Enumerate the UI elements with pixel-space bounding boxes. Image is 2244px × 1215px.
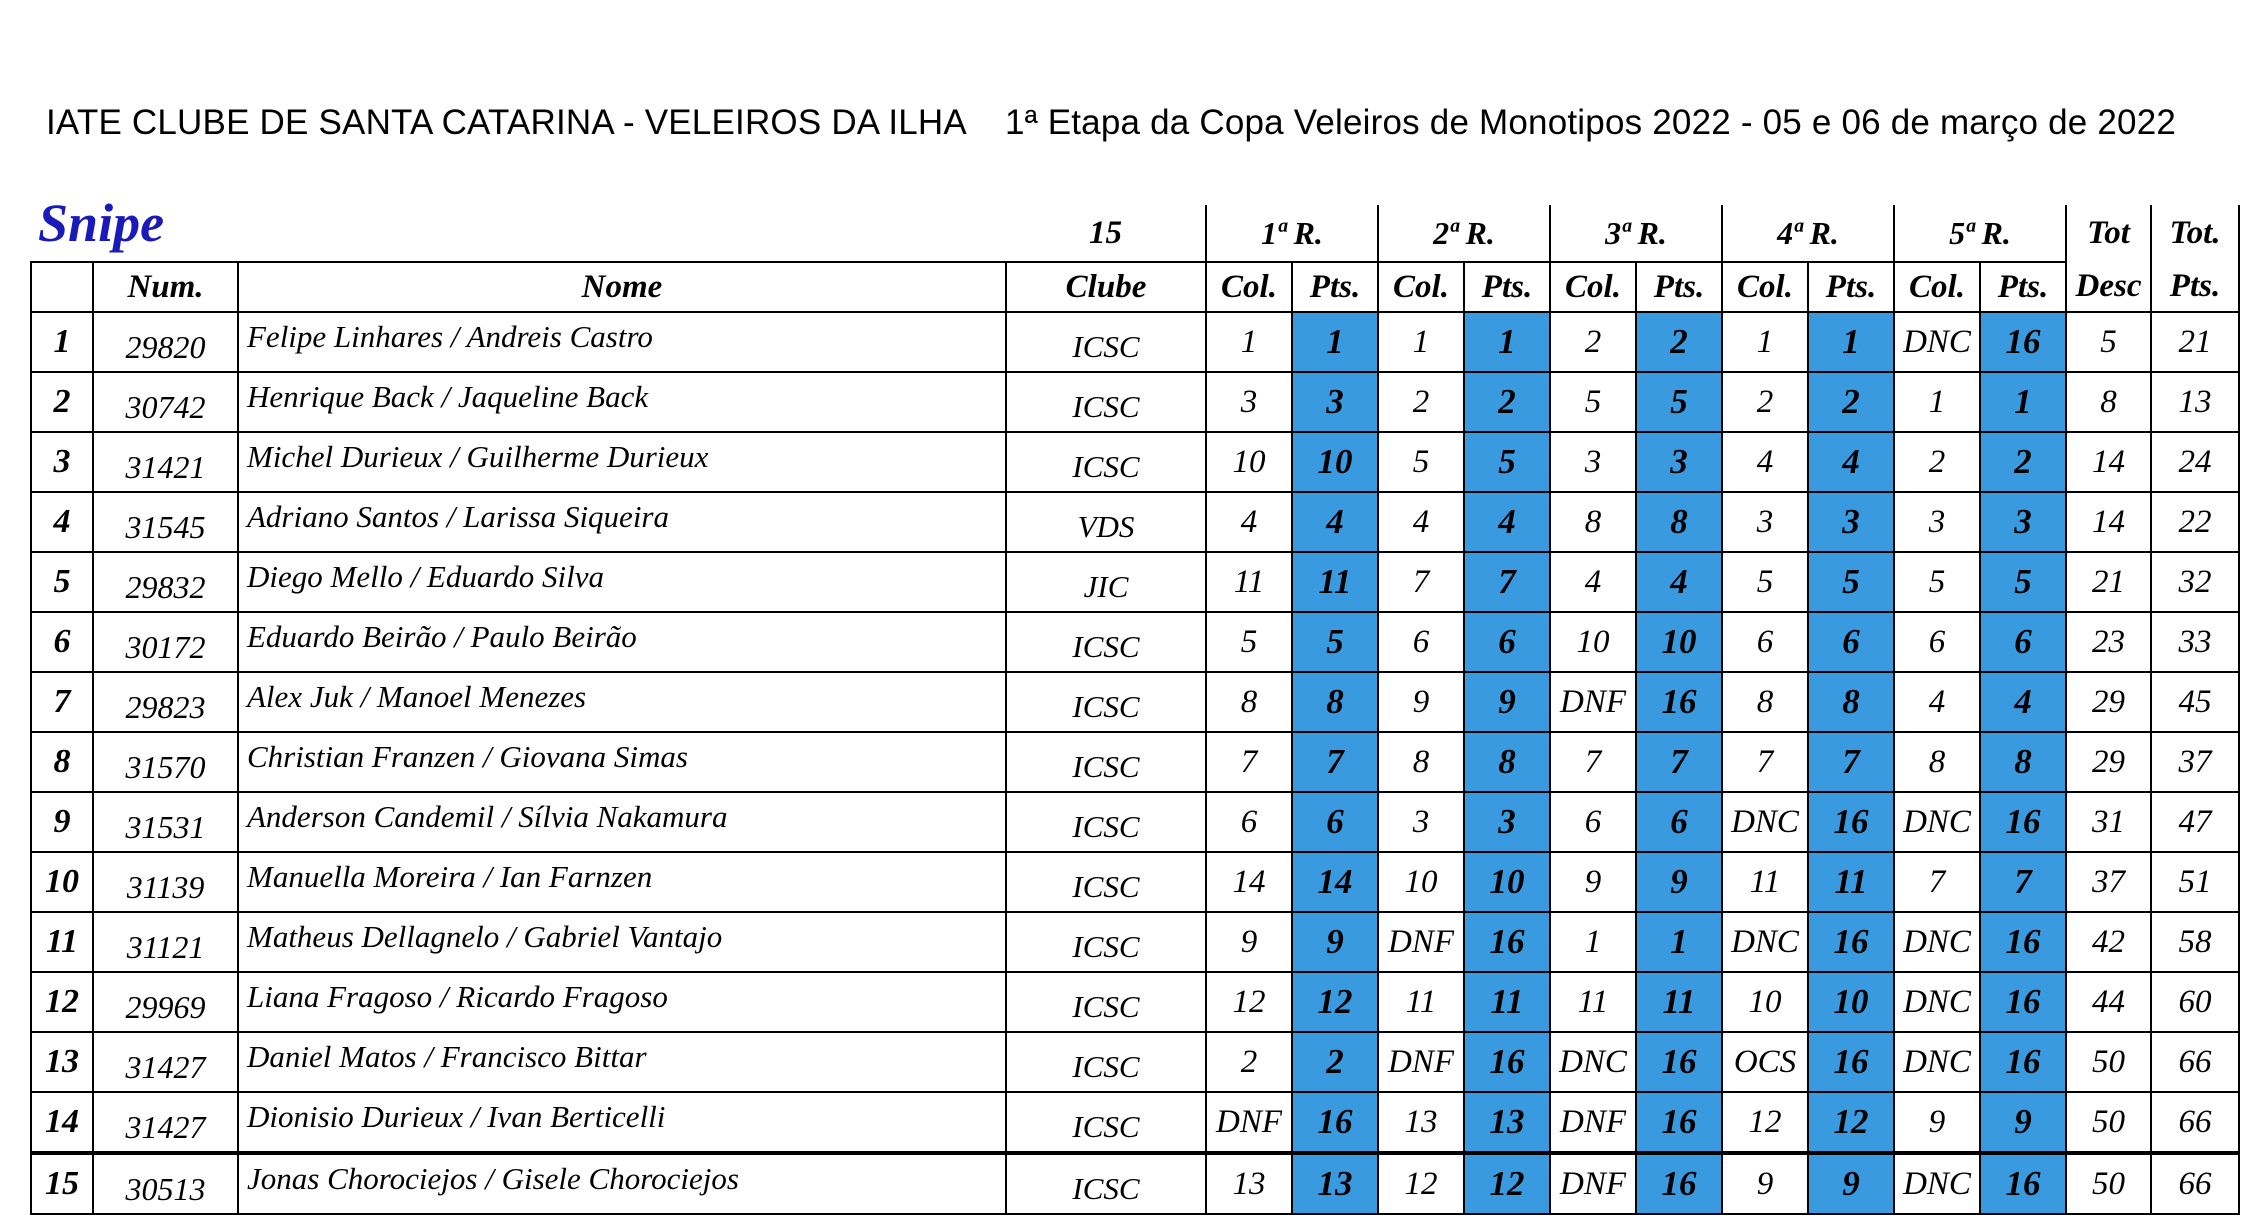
race-placement-cell: DNF	[1550, 1092, 1636, 1153]
club-cell: ICSC	[1006, 1092, 1206, 1153]
points-total-cell: 32	[2151, 552, 2239, 612]
race-placement-cell: 2	[1550, 312, 1636, 372]
race-placement-cell: 10	[1722, 972, 1808, 1032]
race-placement-cell: DNC	[1894, 792, 1980, 852]
race-points-cell: 6	[1464, 612, 1550, 672]
sail-number-cell: 29832	[93, 552, 238, 612]
race-points-cell: 16	[1464, 1032, 1550, 1092]
table-row	[31, 1153, 2239, 1214]
race-points-cell: 16	[1980, 312, 2066, 372]
race-points-cell: 4	[1980, 672, 2066, 732]
race-placement-cell: 5	[1206, 612, 1292, 672]
sail-number-cell: 29969	[93, 972, 238, 1032]
race-points-cell: 6	[1636, 792, 1722, 852]
points-total-cell: 22	[2151, 492, 2239, 552]
race-placement-cell: 9	[1206, 912, 1292, 972]
discard-total-cell: 37	[2066, 852, 2151, 912]
race-points-cell: 12	[1292, 972, 1378, 1032]
race-points-cell: 3	[1636, 432, 1722, 492]
club-cell: ICSC	[1006, 672, 1206, 732]
sail-number-cell: 31427	[93, 1092, 238, 1153]
race-points-cell: 11	[1808, 852, 1894, 912]
race-placement-cell: 11	[1550, 972, 1636, 1032]
race-points-cell: 5	[1636, 372, 1722, 432]
race-placement-cell: 8	[1722, 672, 1808, 732]
race-points-cell: 1	[1292, 312, 1378, 372]
club-cell: ICSC	[1006, 432, 1206, 492]
discard-total-cell: 8	[2066, 372, 2151, 432]
race-placement-cell: DNC	[1550, 1032, 1636, 1092]
race-placement-cell: DNC	[1894, 312, 1980, 372]
race-points-cell: 6	[1292, 792, 1378, 852]
table-row	[31, 492, 2239, 552]
position-cell: 9	[31, 792, 93, 852]
points-total-cell: 66	[2151, 1032, 2239, 1092]
race-placement-cell: DNC	[1894, 1032, 1980, 1092]
race-points-cell: 16	[1464, 912, 1550, 972]
race-placement-cell: DNF	[1550, 672, 1636, 732]
class-title: Snipe	[38, 193, 165, 253]
race-points-cell: 5	[1980, 552, 2066, 612]
table-row	[31, 852, 2239, 912]
position-cell: 4	[31, 492, 93, 552]
discard-total-cell: 44	[2066, 972, 2151, 1032]
club-cell: ICSC	[1006, 852, 1206, 912]
crew-name-cell: Liana Fragoso / Ricardo Fragoso	[238, 972, 1006, 1032]
race-points-cell: 16	[1980, 912, 2066, 972]
discard-total-cell: 23	[2066, 612, 2151, 672]
sail-number-cell: 30742	[93, 372, 238, 432]
table-row	[31, 372, 2239, 432]
race-placement-cell: 5	[1378, 432, 1464, 492]
total-header: Pts.	[2151, 262, 2239, 312]
pts-header: Pts.	[1636, 262, 1722, 312]
race-points-cell: 13	[1464, 1092, 1550, 1153]
crew-name-cell: Daniel Matos / Francisco Bittar	[238, 1032, 1006, 1092]
race-points-cell: 6	[1808, 612, 1894, 672]
points-total-cell: 66	[2151, 1092, 2239, 1153]
sail-number-cell: 30172	[93, 612, 238, 672]
club-cell: ICSC	[1006, 732, 1206, 792]
race-points-cell: 16	[1808, 792, 1894, 852]
club-cell: VDS	[1006, 492, 1206, 552]
race-points-cell: 11	[1636, 972, 1722, 1032]
race-points-cell: 3	[1292, 372, 1378, 432]
race-placement-cell: 4	[1722, 432, 1808, 492]
race-placement-cell: 10	[1206, 432, 1292, 492]
race-points-cell: 5	[1808, 552, 1894, 612]
results-table	[30, 205, 2240, 1215]
crew-name-cell: Michel Durieux / Guilherme Durieux	[238, 432, 1006, 492]
race-points-cell: 3	[1980, 492, 2066, 552]
pts-header: Pts.	[1464, 262, 1550, 312]
race-placement-cell: DNC	[1894, 1153, 1980, 1214]
race-placement-cell: 3	[1378, 792, 1464, 852]
position-cell: 7	[31, 672, 93, 732]
race-placement-cell: 4	[1378, 492, 1464, 552]
race-placement-cell: 11	[1722, 852, 1808, 912]
event-title: 1ª Etapa da Copa Veleiros de Monotipos 2022 - 05 e 06 de março de 2022	[1004, 103, 2177, 142]
race-points-cell: 9	[1292, 912, 1378, 972]
race-placement-cell: 14	[1206, 852, 1292, 912]
club-cell: ICSC	[1006, 312, 1206, 372]
points-total-cell: 60	[2151, 972, 2239, 1032]
discard-total-cell: 50	[2066, 1153, 2151, 1214]
position-cell: 10	[31, 852, 93, 912]
pts-header: Pts.	[1808, 262, 1894, 312]
race-placement-cell: OCS	[1722, 1032, 1808, 1092]
race-points-cell: 9	[1980, 1092, 2066, 1153]
race-placement-cell: 6	[1722, 612, 1808, 672]
crew-name-cell: Felipe Linhares / Andreis Castro	[238, 312, 1006, 372]
round-3-header: 3ª R.	[1550, 205, 1722, 262]
race-placement-cell: 6	[1550, 792, 1636, 852]
race-placement-cell: 1	[1722, 312, 1808, 372]
round-2-header: 2ª R.	[1378, 205, 1550, 262]
race-points-cell: 4	[1464, 492, 1550, 552]
race-placement-cell: 11	[1378, 972, 1464, 1032]
table-row	[31, 1092, 2239, 1153]
position-cell: 1	[31, 312, 93, 372]
race-placement-cell: 1	[1206, 312, 1292, 372]
race-placement-cell: 3	[1550, 432, 1636, 492]
race-points-cell: 16	[1636, 1092, 1722, 1153]
sail-number-cell: 31545	[93, 492, 238, 552]
race-points-cell: 4	[1808, 432, 1894, 492]
points-total-cell: 51	[2151, 852, 2239, 912]
race-points-cell: 1	[1464, 312, 1550, 372]
sail-number-cell: 31139	[93, 852, 238, 912]
table-row	[31, 912, 2239, 972]
num-header: Num.	[93, 262, 238, 312]
points-total-cell: 66	[2151, 1153, 2239, 1214]
race-placement-cell: DNF	[1550, 1153, 1636, 1214]
position-cell: 13	[31, 1032, 93, 1092]
desc-header: Desc	[2066, 262, 2151, 312]
race-points-cell: 5	[1292, 612, 1378, 672]
race-points-cell: 7	[1292, 732, 1378, 792]
discard-total-cell: 21	[2066, 552, 2151, 612]
race-placement-cell: 6	[1378, 612, 1464, 672]
race-points-cell: 10	[1292, 432, 1378, 492]
race-placement-cell: 3	[1206, 372, 1292, 432]
race-placement-cell: 10	[1550, 612, 1636, 672]
sail-number-cell: 31421	[93, 432, 238, 492]
race-points-cell: 1	[1636, 912, 1722, 972]
crew-name-cell: Manuella Moreira / Ian Farnzen	[238, 852, 1006, 912]
race-placement-cell: 8	[1378, 732, 1464, 792]
points-total-cell: 13	[2151, 372, 2239, 432]
sail-number-cell: 31570	[93, 732, 238, 792]
race-points-cell: 3	[1808, 492, 1894, 552]
race-points-cell: 7	[1980, 852, 2066, 912]
race-points-cell: 8	[1980, 732, 2066, 792]
results-body	[31, 312, 2239, 1214]
race-placement-cell: 9	[1722, 1153, 1808, 1214]
round-4-header: 4ª R.	[1722, 205, 1894, 262]
race-placement-cell: 7	[1722, 732, 1808, 792]
race-points-cell: 1	[1808, 312, 1894, 372]
race-placement-cell: 9	[1894, 1092, 1980, 1153]
sail-number-cell: 29823	[93, 672, 238, 732]
club-header: Clube	[1006, 262, 1206, 312]
race-placement-cell: 1	[1378, 312, 1464, 372]
discard-total-cell: 29	[2066, 672, 2151, 732]
race-points-cell: 6	[1980, 612, 2066, 672]
discard-total-cell: 50	[2066, 1092, 2151, 1153]
crew-name-cell: Alex Juk / Manoel Menezes	[238, 672, 1006, 732]
race-placement-cell: 5	[1894, 552, 1980, 612]
round-5-header: 5ª R.	[1894, 205, 2066, 262]
pts-header: Pts.	[1292, 262, 1378, 312]
club-cell: ICSC	[1006, 1153, 1206, 1214]
tot-desc-header: Tot	[2066, 205, 2151, 262]
race-points-cell: 12	[1808, 1092, 1894, 1153]
position-cell: 6	[31, 612, 93, 672]
club-cell: ICSC	[1006, 912, 1206, 972]
race-points-cell: 2	[1636, 312, 1722, 372]
points-total-cell: 24	[2151, 432, 2239, 492]
club-cell: JIC	[1006, 552, 1206, 612]
race-points-cell: 2	[1292, 1032, 1378, 1092]
club-cell: ICSC	[1006, 1032, 1206, 1092]
table-row	[31, 612, 2239, 672]
race-points-cell: 10	[1808, 972, 1894, 1032]
race-placement-cell: 2	[1378, 372, 1464, 432]
race-points-cell: 7	[1808, 732, 1894, 792]
race-points-cell: 4	[1292, 492, 1378, 552]
table-row	[31, 672, 2239, 732]
race-placement-cell: 9	[1378, 672, 1464, 732]
sail-number-cell: 31427	[93, 1032, 238, 1092]
race-placement-cell: 12	[1206, 972, 1292, 1032]
race-points-cell: 7	[1636, 732, 1722, 792]
race-points-cell: 11	[1292, 552, 1378, 612]
col-header: Col.	[1894, 262, 1980, 312]
table-row	[31, 312, 2239, 372]
name-header: Nome	[238, 262, 1006, 312]
race-points-cell: 16	[1292, 1092, 1378, 1153]
club-cell: ICSC	[1006, 792, 1206, 852]
position-cell: 15	[31, 1153, 93, 1214]
crew-name-cell: Henrique Back / Jaqueline Back	[238, 372, 1006, 432]
col-header: Col.	[1378, 262, 1464, 312]
race-placement-cell: 5	[1550, 372, 1636, 432]
race-placement-cell: 2	[1894, 432, 1980, 492]
table-row	[31, 432, 2239, 492]
discard-total-cell: 31	[2066, 792, 2151, 852]
race-points-cell: 9	[1636, 852, 1722, 912]
position-cell: 3	[31, 432, 93, 492]
race-placement-cell: 9	[1550, 852, 1636, 912]
discard-total-cell: 42	[2066, 912, 2151, 972]
crew-name-cell: Christian Franzen / Giovana Simas	[238, 732, 1006, 792]
race-points-cell: 1	[1980, 372, 2066, 432]
race-placement-cell: 1	[1550, 912, 1636, 972]
crew-name-cell: Eduardo Beirão / Paulo Beirão	[238, 612, 1006, 672]
points-total-cell: 33	[2151, 612, 2239, 672]
col-header: Col.	[1550, 262, 1636, 312]
race-points-cell: 8	[1292, 672, 1378, 732]
crew-name-cell: Dionisio Durieux / Ivan Berticelli	[238, 1092, 1006, 1153]
race-placement-cell: 4	[1894, 672, 1980, 732]
position-cell: 11	[31, 912, 93, 972]
race-placement-cell: DNC	[1722, 792, 1808, 852]
points-total-cell: 37	[2151, 732, 2239, 792]
round-header-row	[31, 205, 2239, 262]
race-placement-cell: 4	[1206, 492, 1292, 552]
race-placement-cell: 2	[1206, 1032, 1292, 1092]
race-points-cell: 16	[1980, 1153, 2066, 1214]
race-points-cell: 14	[1292, 852, 1378, 912]
race-points-cell: 3	[1464, 792, 1550, 852]
round-1-header: 1ª R.	[1206, 205, 1378, 262]
club-cell: ICSC	[1006, 372, 1206, 432]
race-points-cell: 7	[1464, 552, 1550, 612]
race-placement-cell: 2	[1722, 372, 1808, 432]
points-total-cell: 21	[2151, 312, 2239, 372]
race-placement-cell: 13	[1378, 1092, 1464, 1153]
race-placement-cell: 5	[1722, 552, 1808, 612]
race-placement-cell: 8	[1206, 672, 1292, 732]
race-points-cell: 4	[1636, 552, 1722, 612]
race-placement-cell: DNC	[1722, 912, 1808, 972]
sail-number-cell: 29820	[93, 312, 238, 372]
col-header: Col.	[1206, 262, 1292, 312]
race-points-cell: 16	[1636, 672, 1722, 732]
race-points-cell: 2	[1980, 432, 2066, 492]
discard-total-cell: 14	[2066, 492, 2151, 552]
crew-name-cell: Jonas Chorociejos / Gisele Chorociejos	[238, 1153, 1006, 1214]
sail-number-cell: 31531	[93, 792, 238, 852]
table-row	[31, 1032, 2239, 1092]
club-cell: ICSC	[1006, 612, 1206, 672]
table-row	[31, 792, 2239, 852]
race-placement-cell: 7	[1206, 732, 1292, 792]
race-placement-cell: 13	[1206, 1153, 1292, 1214]
race-points-cell: 16	[1980, 792, 2066, 852]
race-placement-cell: 3	[1894, 492, 1980, 552]
position-cell: 5	[31, 552, 93, 612]
position-cell: 2	[31, 372, 93, 432]
race-points-cell: 16	[1636, 1153, 1722, 1214]
race-placement-cell: 10	[1378, 852, 1464, 912]
discard-total-cell: 29	[2066, 732, 2151, 792]
race-placement-cell: 7	[1894, 852, 1980, 912]
race-placement-cell: 1	[1894, 372, 1980, 432]
race-points-cell: 10	[1636, 612, 1722, 672]
race-placement-cell: 4	[1550, 552, 1636, 612]
discard-total-cell: 14	[2066, 432, 2151, 492]
race-placement-cell: 12	[1378, 1153, 1464, 1214]
club-title: IATE CLUBE DE SANTA CATARINA - VELEIROS DA ILHA	[46, 103, 966, 142]
page-header	[46, 103, 2236, 153]
race-placement-cell: DNF	[1378, 912, 1464, 972]
race-points-cell: 16	[1980, 972, 2066, 1032]
points-total-cell: 58	[2151, 912, 2239, 972]
sail-number-cell: 30513	[93, 1153, 238, 1214]
race-points-cell: 2	[1808, 372, 1894, 432]
club-cell: ICSC	[1006, 972, 1206, 1032]
race-points-cell: 9	[1464, 672, 1550, 732]
col-header: Col.	[1722, 262, 1808, 312]
crew-name-cell: Anderson Candemil / Sílvia Nakamura	[238, 792, 1006, 852]
position-cell: 8	[31, 732, 93, 792]
race-points-cell: 8	[1636, 492, 1722, 552]
position-cell: 14	[31, 1092, 93, 1153]
race-placement-cell: 7	[1378, 552, 1464, 612]
race-points-cell: 9	[1808, 1153, 1894, 1214]
race-points-cell: 5	[1464, 432, 1550, 492]
race-placement-cell: 8	[1894, 732, 1980, 792]
position-cell: 12	[31, 972, 93, 1032]
race-placement-cell: 6	[1206, 792, 1292, 852]
race-placement-cell: 12	[1722, 1092, 1808, 1153]
race-points-cell: 2	[1464, 372, 1550, 432]
race-points-cell: 16	[1808, 912, 1894, 972]
race-points-cell: 12	[1464, 1153, 1550, 1214]
race-placement-cell: DNF	[1206, 1092, 1292, 1153]
race-points-cell: 16	[1980, 1032, 2066, 1092]
crew-name-cell: Diego Mello / Eduardo Silva	[238, 552, 1006, 612]
boat-count: 15	[1089, 214, 1122, 251]
race-points-cell: 16	[1808, 1032, 1894, 1092]
points-total-cell: 45	[2151, 672, 2239, 732]
race-placement-cell: 6	[1894, 612, 1980, 672]
race-points-cell: 16	[1636, 1032, 1722, 1092]
pts-header: Pts.	[1980, 262, 2066, 312]
race-points-cell: 13	[1292, 1153, 1378, 1214]
points-total-cell: 47	[2151, 792, 2239, 852]
discard-total-cell: 50	[2066, 1032, 2151, 1092]
race-placement-cell: DNF	[1378, 1032, 1464, 1092]
race-points-cell: 8	[1808, 672, 1894, 732]
table-row	[31, 552, 2239, 612]
race-placement-cell: DNC	[1894, 912, 1980, 972]
race-placement-cell: 8	[1550, 492, 1636, 552]
discard-total-cell: 5	[2066, 312, 2151, 372]
race-placement-cell: 3	[1722, 492, 1808, 552]
table-row	[31, 732, 2239, 792]
sail-number-cell: 31121	[93, 912, 238, 972]
race-points-cell: 10	[1464, 852, 1550, 912]
race-points-cell: 8	[1464, 732, 1550, 792]
crew-name-cell: Matheus Dellagnelo / Gabriel Vantajo	[238, 912, 1006, 972]
tot-total-header: Tot.	[2151, 205, 2239, 262]
crew-name-cell: Adriano Santos / Larissa Siqueira	[238, 492, 1006, 552]
race-placement-cell: 7	[1550, 732, 1636, 792]
pos-header	[31, 262, 93, 312]
race-points-cell: 11	[1464, 972, 1550, 1032]
column-header-row	[31, 262, 2239, 312]
race-placement-cell: DNC	[1894, 972, 1980, 1032]
race-placement-cell: 11	[1206, 552, 1292, 612]
table-row	[31, 972, 2239, 1032]
